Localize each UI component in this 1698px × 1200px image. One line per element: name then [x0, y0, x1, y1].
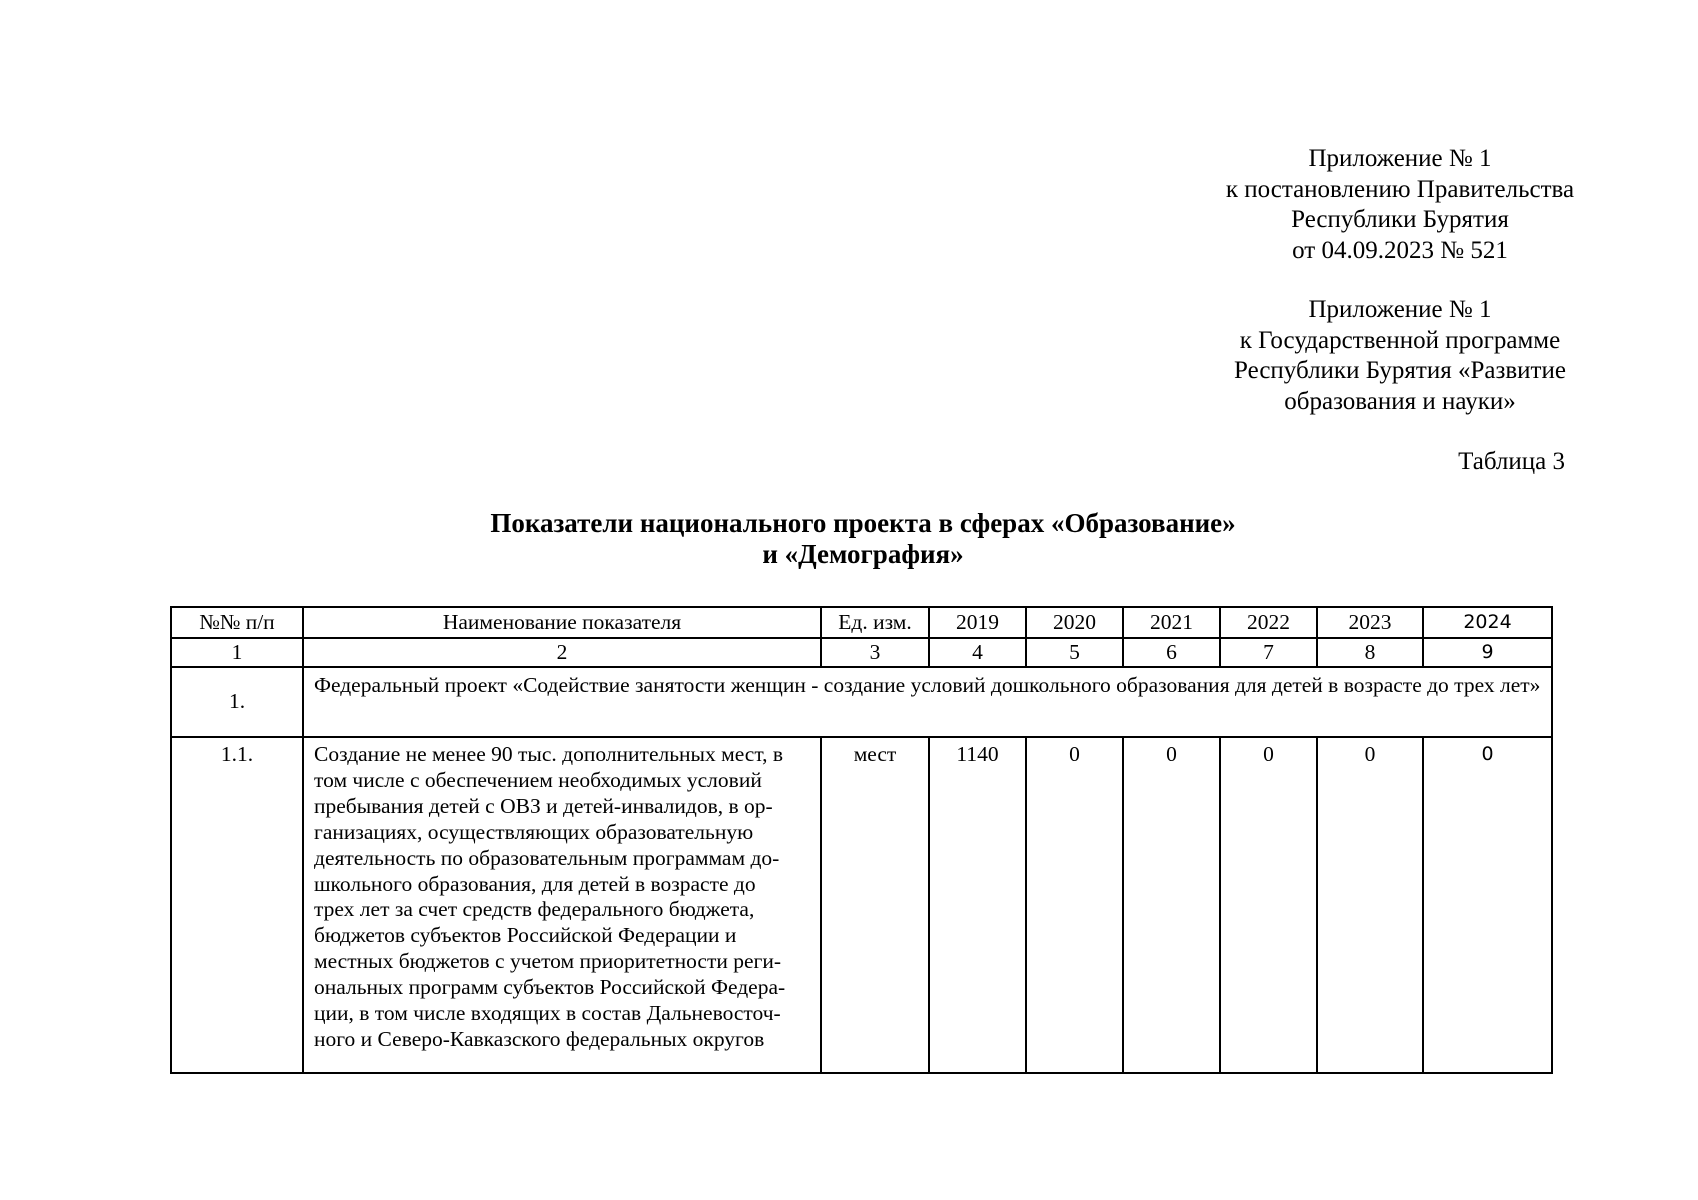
- document-title: [170, 508, 1556, 570]
- header-line: Приложение № 1: [1308, 296, 1492, 323]
- indicator-name-line: деятельность по образовательным программам до-: [314, 845, 780, 870]
- table-label: Таблица 3: [1458, 448, 1565, 475]
- indicator-name-line: местных бюджетов с учетом приоритетности реги-: [314, 949, 781, 974]
- header-cell-unit: Ед. изм.: [821, 607, 929, 638]
- indicator-name-line: бюджетов субъектов Российской Федерации и: [314, 923, 737, 948]
- header-cell-name: Наименование показателя: [303, 607, 821, 638]
- header-line: Республики Бурятия: [1291, 206, 1509, 233]
- header-line: к постановлению Правительства: [1225, 175, 1575, 203]
- table-row: [171, 737, 1552, 1073]
- indicator-name-line: ональных программ субъектов Российской Федера-: [314, 975, 786, 1000]
- value-cell-2019: 1140: [929, 737, 1026, 1073]
- row-number: 1.1.: [171, 737, 303, 1073]
- value-cell-2024: 0: [1423, 737, 1552, 1073]
- value-cell-2021: 0: [1123, 737, 1220, 1073]
- value-cell-2023: 0: [1317, 737, 1423, 1073]
- indicator-name-line: трех лет за счет средств федерального бюджета,: [314, 897, 755, 922]
- indicators-table: [170, 606, 1553, 1074]
- section-number: 1.: [171, 667, 303, 737]
- section-title: Федеральный проект «Содействие занятости женщин - создание условий дошкольного образования для детей в возрасте до трех лет»: [303, 667, 1552, 737]
- header-line: Приложение № 1: [1308, 145, 1492, 172]
- value-cell-2020: 0: [1026, 737, 1123, 1073]
- header-line: образования и науки»: [1284, 387, 1516, 415]
- header-cell-2022: 2022: [1220, 607, 1317, 638]
- column-number-cell: 3: [821, 638, 929, 667]
- column-number-cell: 8: [1317, 638, 1423, 667]
- title-line-2: и «Демография»: [762, 539, 964, 569]
- indicator-name-line: том числе с обеспечением необходимых условий: [314, 767, 762, 792]
- column-number-cell: 5: [1026, 638, 1123, 667]
- appendix-header-program: [1180, 295, 1620, 417]
- column-number-cell: 7: [1220, 638, 1317, 667]
- header-cell-2020: 2020: [1026, 607, 1123, 638]
- indicator-name-line: пребывания детей с ОВЗ и детей-инвалидов, в ор-: [314, 793, 773, 818]
- title-line-1: Показатели национального проекта в сферах «Образование»: [490, 508, 1236, 538]
- header-line: Республики Бурятия «Развитие: [1234, 357, 1566, 384]
- column-number-cell: 2: [303, 638, 821, 667]
- indicator-name-line: школьного образования, для детей в возрасте до: [314, 871, 756, 896]
- header-cell-num: №№ п/п: [171, 607, 303, 638]
- value-cell-2022: 0: [1220, 737, 1317, 1073]
- column-number-cell: 6: [1123, 638, 1220, 667]
- indicator-name-line: ганизациях, осуществляющих образовательную: [314, 819, 754, 844]
- header-cell-2021: 2021: [1123, 607, 1220, 638]
- indicator-name: [303, 737, 821, 1073]
- section-row: [171, 667, 1552, 737]
- indicator-name-line: ции, в том числе входящих в состав Дальневосточ-: [314, 1001, 781, 1026]
- column-number-cell: 4: [929, 638, 1026, 667]
- appendix-header-resolution: [1180, 144, 1620, 266]
- column-number-row: [171, 638, 1552, 667]
- header-line: к Государственной программе: [1239, 326, 1561, 354]
- header-line: от 04.09.2023 № 521: [1292, 236, 1508, 264]
- unit-cell: мест: [821, 737, 929, 1073]
- header-cell-2024: 2024: [1423, 607, 1552, 638]
- header-cell-2023: 2023: [1317, 607, 1423, 638]
- column-number-cell: 1: [171, 638, 303, 667]
- header-cell-2019: 2019: [929, 607, 1026, 638]
- indicator-name-line: Создание не менее 90 тыс. дополнительных мест, в: [314, 742, 784, 766]
- indicator-name-line: ного и Северо-Кавказского федеральных округов: [314, 1026, 765, 1051]
- column-number-cell: 9: [1423, 638, 1552, 667]
- table-header-row: [171, 607, 1552, 638]
